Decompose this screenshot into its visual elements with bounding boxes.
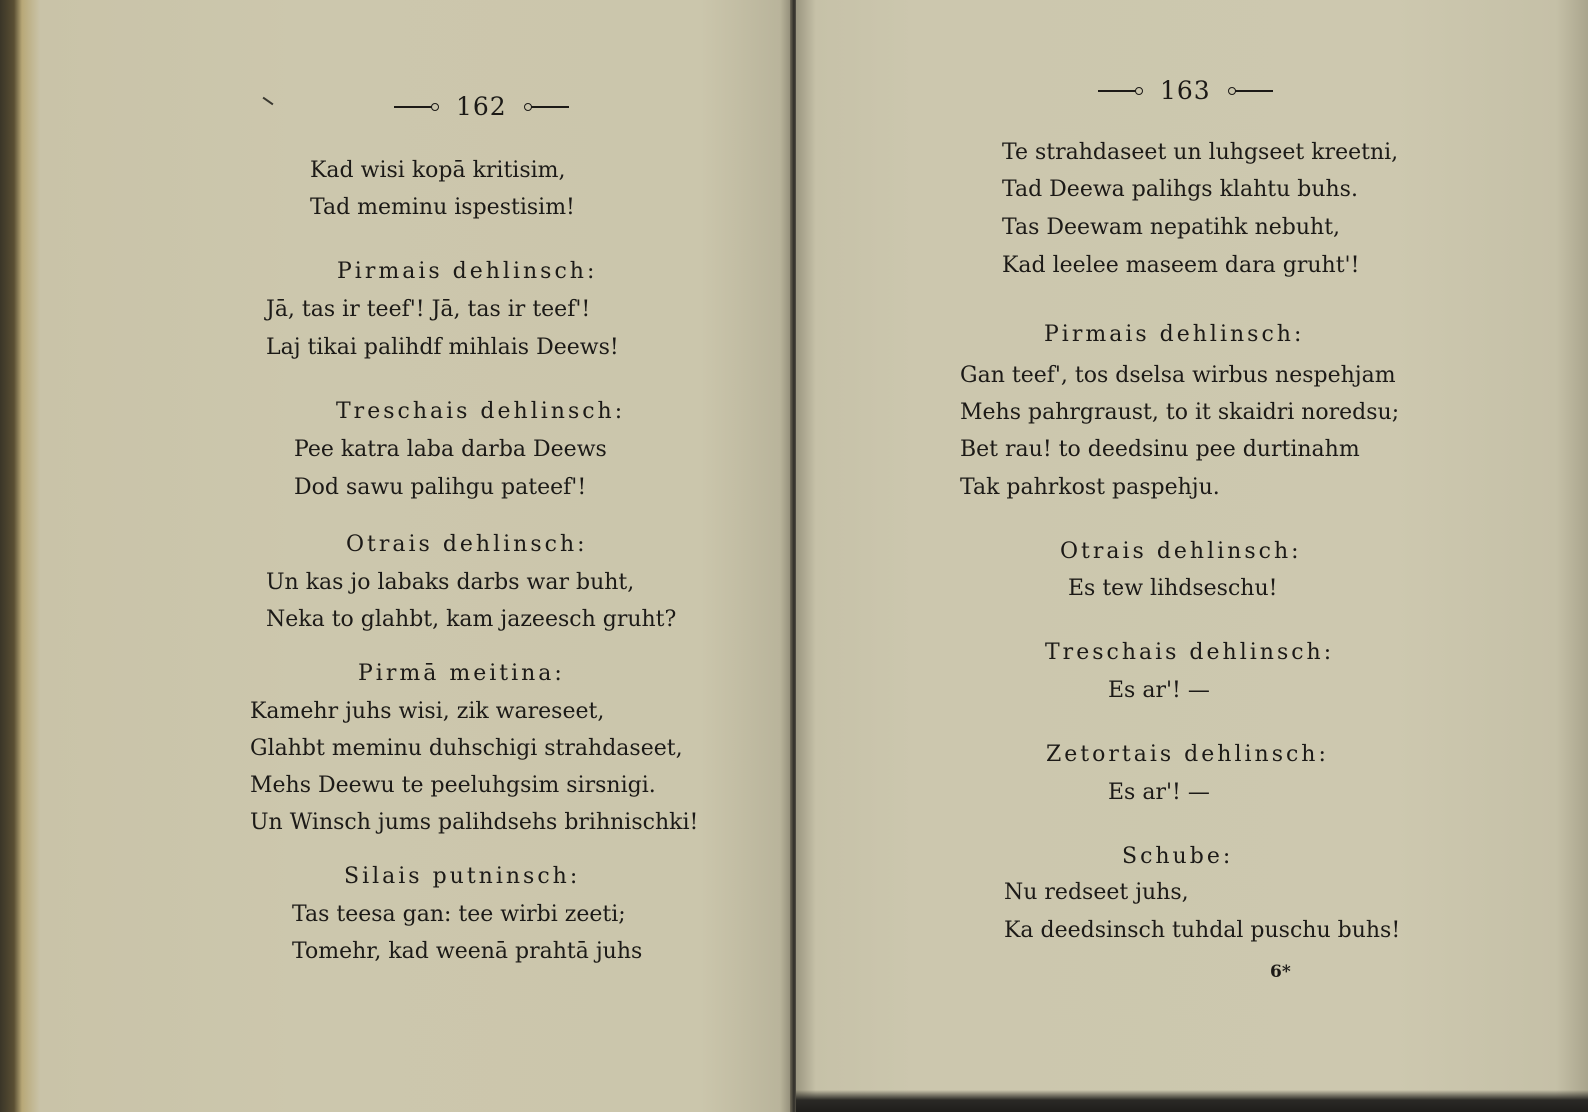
left-page-header bbox=[372, 92, 591, 121]
verse-line: Kamehr juhs wisi, zik wareseet, bbox=[250, 699, 605, 724]
verse-line: Es ar'! — bbox=[1108, 780, 1210, 805]
left-page-number: 162 bbox=[456, 92, 507, 121]
verse-line: Kad leelee maseem dara gruht'! bbox=[1002, 253, 1360, 278]
speaker-label: Pirmā meitina: bbox=[358, 661, 565, 686]
verse-line: Kad wisi kopā kritisim, bbox=[310, 158, 566, 183]
left-dash-ornament bbox=[1098, 90, 1138, 92]
speaker-label: Schube: bbox=[1122, 844, 1234, 869]
verse-line: Nu redseet juhs, bbox=[1004, 880, 1189, 905]
speaker-label: Treschais dehlinsch: bbox=[336, 399, 626, 424]
speaker-label: Otrais dehlinsch: bbox=[1060, 539, 1302, 564]
verse-line: Un Winsch jums palihdsehs brihnischki! bbox=[250, 810, 699, 835]
speaker-label: Silais putninsch: bbox=[344, 864, 581, 889]
verse-line: Laj tikai palihdf mihlais Deews! bbox=[266, 335, 619, 360]
verse-line: Tomehr, kad weenā prahtā juhs bbox=[292, 939, 643, 964]
verse-line: Glahbt meminu duhschigi strahdaseet, bbox=[250, 736, 683, 761]
verse-line: Dod sawu palihgu pateef'! bbox=[294, 475, 587, 500]
left-page bbox=[0, 0, 792, 1112]
speaker-label: Treschais dehlinsch: bbox=[1045, 640, 1335, 665]
right-dash-ornament bbox=[1233, 90, 1273, 92]
verse-line: Mehs Deewu te peeluhgsim sirsnigi. bbox=[250, 773, 656, 798]
pencil-mark bbox=[263, 97, 274, 106]
speaker-label: Pirmais dehlinsch: bbox=[337, 259, 598, 284]
speaker-label: Pirmais dehlinsch: bbox=[1044, 322, 1305, 347]
verse-line: Ka deedsinsch tuhdal puschu buhs! bbox=[1004, 918, 1401, 943]
verse-line: Jā, tas ir teef'! Jā, tas ir teef'! bbox=[266, 297, 591, 322]
verse-line: Es ar'! — bbox=[1108, 678, 1210, 703]
right-page bbox=[796, 0, 1588, 1112]
left-dash-ornament bbox=[394, 106, 434, 108]
verse-line: Tak pahrkost paspehju. bbox=[960, 475, 1220, 500]
verse-line: Un kas jo labaks darbs war buht, bbox=[266, 570, 635, 595]
verse-line: Pee katra laba darba Deews bbox=[294, 437, 607, 462]
verse-line: Tas Deewam nepatihk nebuht, bbox=[1002, 215, 1341, 240]
verse-line: Mehs pahrgraust, to it skaidri noredsu; bbox=[960, 400, 1400, 425]
right-page-header bbox=[1076, 76, 1295, 105]
right-dash-ornament bbox=[529, 106, 569, 108]
verse-line: Es tew lihdseschu! bbox=[1068, 576, 1278, 601]
verse-line: Tad meminu ispestisim! bbox=[310, 195, 575, 220]
verse-line: Tad Deewa palihgs klahtu buhs. bbox=[1002, 177, 1358, 202]
printer-signature: 6* bbox=[1270, 962, 1291, 982]
right-page-number: 163 bbox=[1160, 76, 1211, 105]
speaker-label: Zetortais dehlinsch: bbox=[1046, 742, 1329, 767]
verse-line: Bet rau! to deedsinu pee durtinahm bbox=[960, 437, 1360, 462]
verse-line: Te strahdaseet un luhgseet kreetni, bbox=[1002, 140, 1399, 165]
verse-line: Neka to glahbt, kam jazeesch gruht? bbox=[266, 607, 677, 632]
speaker-label: Otrais dehlinsch: bbox=[346, 532, 588, 557]
verse-line: Gan teef', tos dselsa wirbus nespehjam bbox=[960, 363, 1396, 388]
verse-line: Tas teesa gan: tee wirbi zeeti; bbox=[292, 902, 626, 927]
